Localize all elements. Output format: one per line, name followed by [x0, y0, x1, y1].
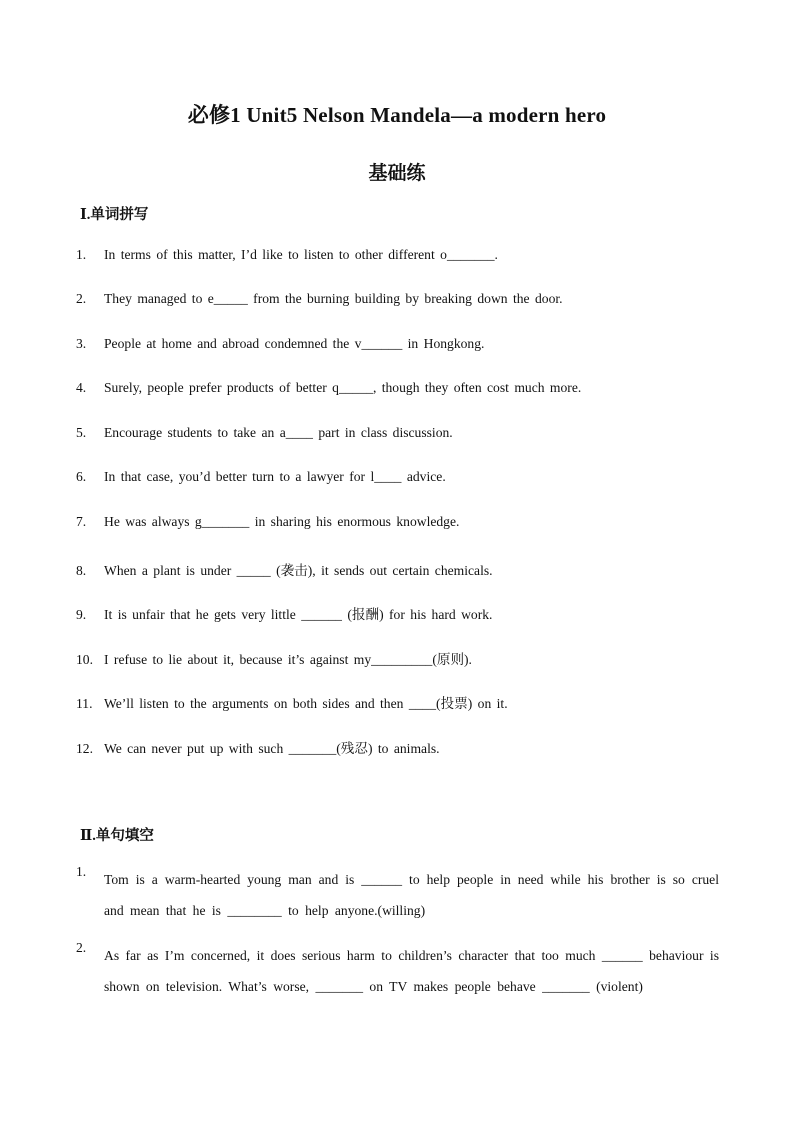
- spelling-question-7: [76, 514, 721, 530]
- question-number: 1.: [76, 247, 87, 262]
- spelling-question-3: [76, 336, 721, 352]
- question-text: Tom is a warm-hearted young man and is ______ to help people in need while his brother is so cruel and mean that he is ________ to help anyone.(willing): [104, 872, 719, 918]
- fill-question-2: [76, 940, 719, 1002]
- question-number: 6.: [76, 469, 87, 484]
- question-number: 7.: [76, 514, 87, 529]
- question-text: When a plant is under _____ (袭击), it sends out certain chemicals.: [104, 563, 493, 578]
- question-number: 4.: [76, 380, 87, 395]
- question-number: 2.: [76, 291, 87, 306]
- question-number: 9.: [76, 607, 87, 622]
- spelling-question-1: [76, 247, 721, 263]
- spelling-question-6: [76, 469, 721, 485]
- page-title: 必修1 Unit5 Nelson Mandela—a modern hero: [187, 103, 607, 127]
- page-subtitle: 基础练: [368, 163, 426, 184]
- spelling-question-9: [76, 603, 721, 623]
- question-text: In that case, you’d better turn to a lawyer for l____ advice.: [104, 469, 446, 484]
- spelling-question-10: [76, 648, 721, 668]
- spelling-question-11: [76, 692, 721, 712]
- question-number: 2.: [76, 940, 87, 955]
- question-text: It is unfair that he gets very little ______ (报酬) for his hard work.: [104, 607, 493, 622]
- question-number: 11.: [76, 696, 93, 711]
- spelling-question-5: [76, 425, 721, 441]
- question-text: We can never put up with such _______(残忍) to animals.: [104, 741, 440, 756]
- question-text: As far as I’m concerned, it does serious harm to children’s character that too much ______ behaviour is shown on television. What’s worse, _______ on TV makes people behave _______ (violent): [104, 948, 719, 994]
- question-number: 1.: [76, 864, 87, 879]
- spelling-question-4: [76, 380, 721, 396]
- question-text: I refuse to lie about it, because it’s against my_________(原则).: [104, 652, 472, 667]
- question-text: He was always g_______ in sharing his enormous knowledge.: [104, 514, 460, 529]
- question-text: Surely, people prefer products of better q_____, though they often cost much more.: [104, 380, 582, 395]
- spelling-question-2: [76, 291, 721, 307]
- question-number: 3.: [76, 336, 87, 351]
- question-number: 12.: [76, 741, 93, 756]
- question-text: We’ll listen to the arguments on both sides and then ____(投票) on it.: [104, 696, 508, 711]
- fill-question-1: [76, 864, 719, 926]
- question-text: They managed to e_____ from the burning building by breaking down the door.: [104, 291, 563, 306]
- question-text: People at home and abroad condemned the v______ in Hongkong.: [104, 336, 485, 351]
- question-number: 8.: [76, 563, 87, 578]
- question-number: 5.: [76, 425, 87, 440]
- spelling-question-8: [76, 559, 721, 579]
- section-heading-spelling: Ⅰ.单词拼写: [80, 207, 149, 223]
- question-text: Encourage students to take an a____ part in class discussion.: [104, 425, 453, 440]
- question-number: 10.: [76, 652, 93, 667]
- spelling-question-12: [76, 737, 721, 757]
- question-text: In terms of this matter, I’d like to listen to other different o_______.: [104, 247, 498, 262]
- section-heading-sentence-fill: Ⅱ.单句填空: [80, 828, 154, 844]
